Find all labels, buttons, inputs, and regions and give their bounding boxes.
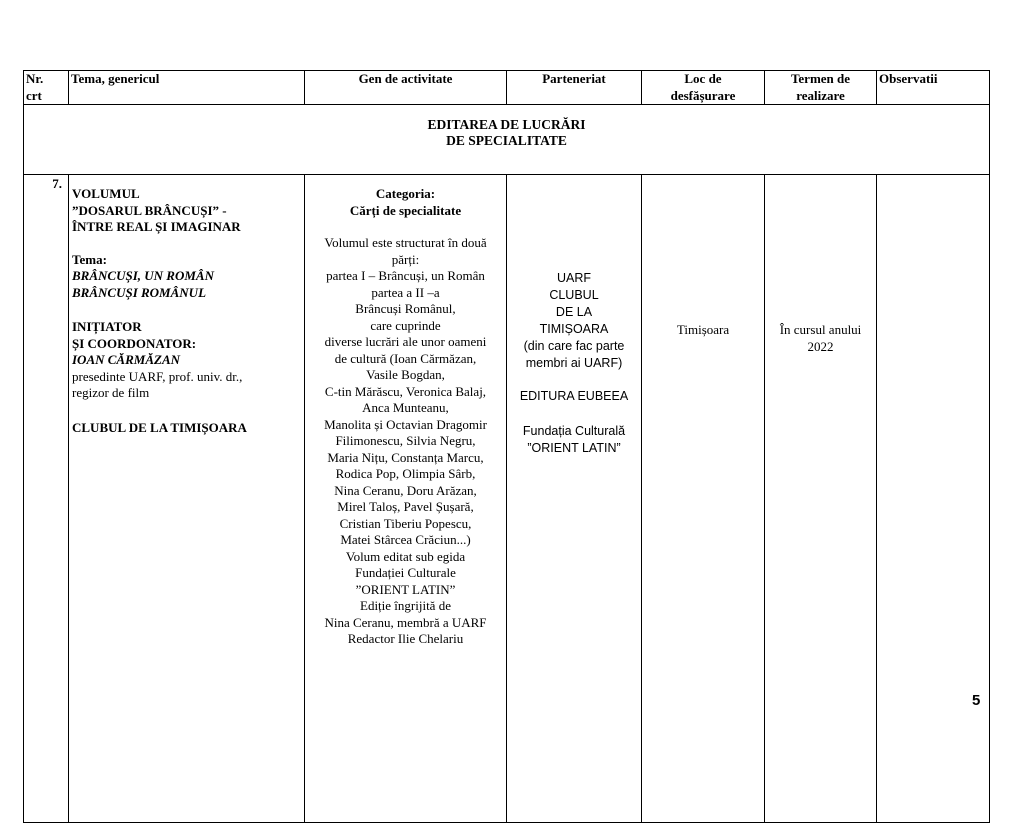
gen-line: Vasile Bogdan, [366, 367, 445, 382]
gen-line: Filimonescu, Silvia Negru, [335, 433, 476, 448]
tema-dosar: ”DOSARUL BRÂNCUȘI” - [72, 202, 227, 218]
gen-line: Ediție îngrijită de [360, 598, 451, 613]
header-tema: Tema, genericul [69, 71, 305, 105]
partner-editura: EDITURA EUBEEA [519, 389, 629, 403]
section-title-line2: DE SPECIALITATE [446, 133, 567, 148]
activity-table [23, 70, 990, 823]
gen-categoria-label: Categoria: [375, 186, 436, 201]
partner-club-note-1: (din care fac parte [523, 339, 625, 353]
observatii-cell [877, 175, 990, 823]
header-crt-label: crt [26, 87, 42, 103]
tema-club: CLUBUL DE LA TIMIȘOARA [72, 419, 247, 435]
header-nr-crt [24, 71, 69, 105]
gen-line: Redactor Ilie Chelariu [347, 631, 464, 646]
gen-line: Matei Stârcea Crăciun...) [340, 532, 471, 547]
partner-fundatia-1: Fundația Culturală [522, 424, 626, 438]
coordonator-profession: regizor de film [72, 385, 150, 400]
gen-line: Anca Munteanu, [362, 400, 449, 415]
gen-line: Fundației Culturale [355, 565, 456, 580]
tema-subject-1: BRÂNCUȘI, UN ROMÂN [72, 268, 214, 283]
header-termen-line1: Termen de [790, 71, 851, 86]
gen-line: Maria Nițu, Constanța Marcu, [327, 449, 484, 465]
tema-label: Tema: [72, 251, 107, 267]
gen-line: Volum editat sub egida [345, 548, 466, 564]
section-title [24, 105, 990, 175]
table-header-row [24, 71, 990, 105]
coordonator-label: ȘI COORDONATOR: [72, 335, 197, 351]
gen-line: Rodica Pop, Olimpia Sârb, [335, 466, 476, 481]
row-number: 7. [24, 175, 69, 823]
header-observatii: Observatii [877, 71, 990, 105]
header-parteneriat: Parteneriat [507, 71, 642, 105]
page-number: 5 [972, 692, 981, 709]
gen-line: Volumul este structurat în două [324, 235, 487, 250]
partner-club-3: TIMIȘOARA [539, 322, 609, 336]
gen-line: care cuprinde [370, 317, 441, 333]
gen-line: diverse lucrări ale unor oameni [324, 334, 487, 349]
coordonator-name: IOAN CĂRMĂZAN [72, 352, 180, 367]
gen-line: Nina Ceranu, membră a UARF [324, 614, 487, 630]
tema-subject-2: BRÂNCUȘI ROMÂNUL [72, 284, 207, 300]
gen-line: C-tin Mărăscu, Veronica Balaj, [324, 383, 487, 399]
termen-cell [765, 175, 877, 823]
header-loc-line2: desfășurare [670, 87, 736, 103]
loc-cell: Timișoara [642, 175, 765, 823]
header-loc [642, 71, 765, 105]
activity-table-container [23, 70, 989, 823]
termen-line1: În cursul anului [779, 322, 862, 337]
gen-line: Manolita și Octavian Dragomir [324, 416, 487, 432]
header-loc-line1: Loc de [684, 71, 722, 86]
section-title-line1: EDITAREA DE LUCRĂRI [427, 117, 586, 132]
initiator-label: INIȚIATOR [72, 319, 142, 334]
gen-line: Brâncuși Românul, [355, 301, 456, 316]
gen-activitate-cell [305, 175, 507, 823]
section-row [24, 105, 990, 175]
gen-line: ”ORIENT LATIN” [355, 581, 456, 597]
parteneriat-cell [507, 175, 642, 823]
gen-categoria-value: Cărți de specialitate [349, 202, 462, 218]
partner-fundatia-2: ”ORIENT LATIN” [527, 441, 621, 455]
partner-uarf: UARF [556, 271, 592, 285]
header-termen [765, 71, 877, 105]
partner-club-note-2: membri ai UARF) [525, 356, 623, 370]
header-nr-label: Nr. [26, 71, 44, 86]
header-termen-line2: realizare [796, 87, 845, 103]
gen-line: partea I – Brâncuși, un Român [326, 268, 485, 283]
table-row [24, 175, 990, 823]
tema-volum: VOLUMUL [72, 186, 140, 201]
coordonator-role: presedinte UARF, prof. univ. dr., [72, 368, 243, 384]
gen-line: partea a II –a [371, 284, 440, 300]
gen-line: Mirel Taloș, Pavel Șușară, [337, 499, 474, 514]
partner-club-1: CLUBUL [549, 288, 599, 302]
gen-line: Nina Ceranu, Doru Arăzan, [334, 482, 477, 498]
gen-line: de cultură (Ioan Cărmăzan, [334, 350, 477, 366]
header-gen-activitate: Gen de activitate [305, 71, 507, 105]
gen-line: Cristian Tiberiu Popescu, [339, 515, 472, 531]
partner-club-2: DE LA [555, 305, 593, 319]
tema-real-imaginar: ÎNTRE REAL ȘI IMAGINAR [72, 219, 241, 234]
termen-line2: 2022 [807, 338, 834, 354]
tema-cell [69, 175, 305, 823]
gen-line: părți: [391, 251, 420, 267]
